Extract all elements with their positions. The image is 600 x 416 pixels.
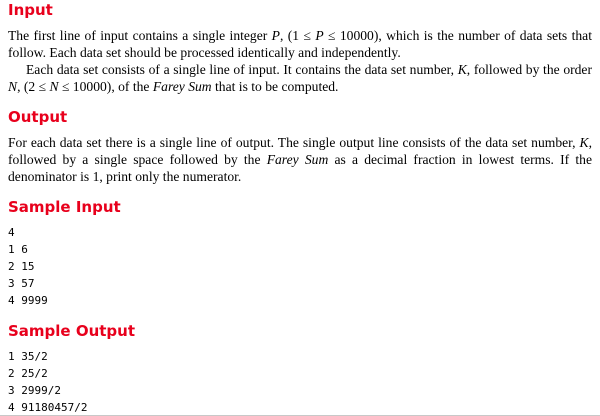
problem-statement — [8, 0, 592, 416]
sample-input-line: 4 9999 — [8, 294, 48, 307]
input-paragraph-2: Each data set consists of a single line of input. It contains the data set number, K, followed by the order N, (2 ≤ N ≤ 10000), of the Farey Sum that is to be computed. — [8, 62, 592, 94]
sample-output-heading: Sample Output — [8, 322, 136, 340]
sample-input-line: 1 6 — [8, 243, 28, 256]
sample-input-line: 2 15 — [8, 260, 35, 273]
sample-input-block — [8, 224, 592, 309]
sample-input-heading: Sample Input — [8, 198, 121, 216]
sample-output-line: 4 91180457/2 — [8, 401, 88, 414]
sample-input-line: 3 57 — [8, 277, 35, 290]
sample-output-block — [8, 348, 592, 416]
sample-output-line: 2 25/2 — [8, 367, 48, 380]
input-heading: Input — [8, 1, 53, 19]
output-heading: Output — [8, 108, 68, 126]
input-paragraph-1: The first line of input contains a single integer P, (1 ≤ P ≤ 10000), which is the number of data sets that follow. Each data set should be processed identically and independently. — [8, 28, 592, 60]
sample-output-line: 3 2999/2 — [8, 384, 61, 397]
output-paragraph: For each data set there is a single line of output. The single output line consists of the data set number, K, followed by a single space followed by the Farey Sum as a decimal fraction in lowest terms. If the denominator is 1, print only the numerator. — [8, 135, 592, 184]
sample-output-line: 1 35/2 — [8, 350, 48, 363]
sample-input-line: 4 — [8, 226, 15, 239]
